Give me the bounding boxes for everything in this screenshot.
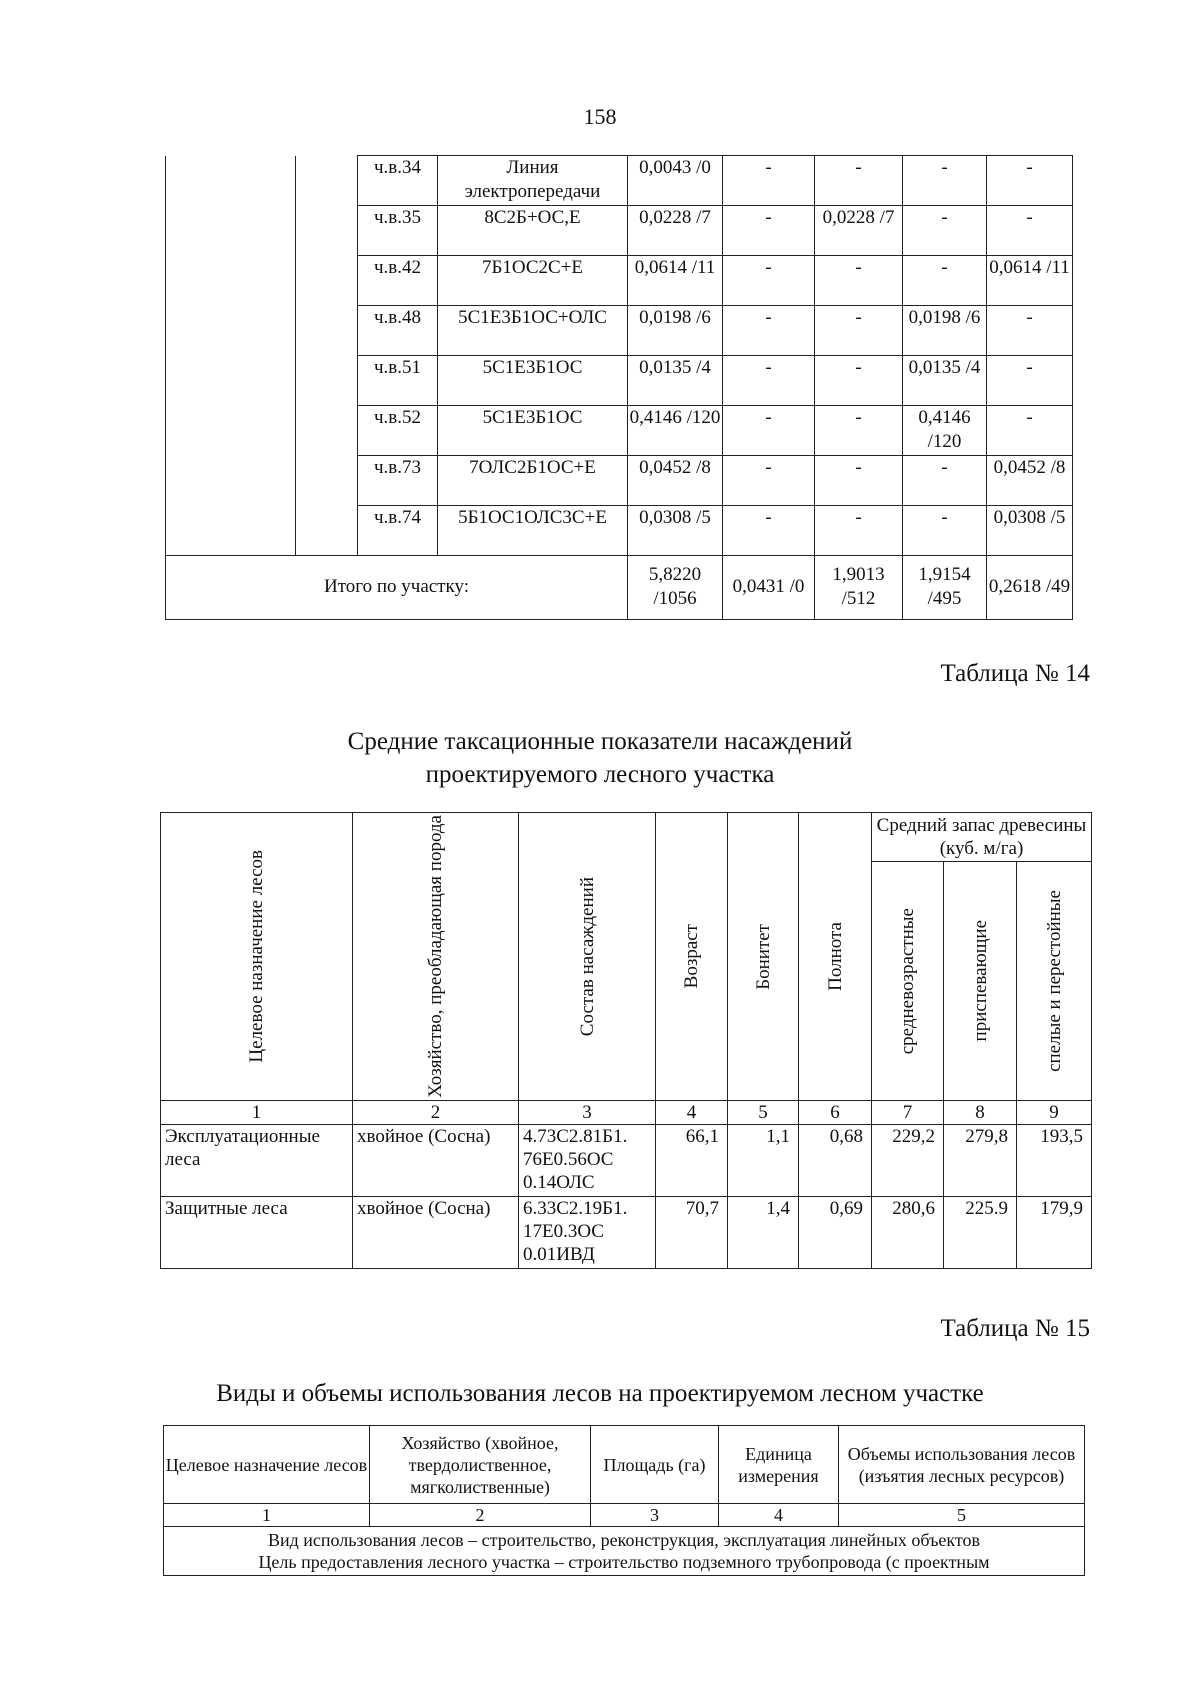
cell-stock-ripening: 279,8 <box>944 1125 1017 1197</box>
cell-stock-mid: 280,6 <box>872 1197 944 1269</box>
cell-composition: 7ОЛС2Б1ОС+Е <box>438 456 628 506</box>
cell-part: ч.в.74 <box>358 506 438 556</box>
cell-stock-mature: 193,5 <box>1017 1125 1092 1197</box>
cell-stock-ripening: 225.9 <box>944 1197 1017 1269</box>
header-economy: Хозяйство, преобладающая порода <box>353 813 519 1101</box>
table-14-label: Таблица № 14 <box>940 660 1090 687</box>
header-unit: Единица измерения <box>719 1426 839 1504</box>
blank-cell <box>296 206 358 256</box>
table-15-title: Виды и объемы использования лесов на проектируемом лесном участке <box>216 1380 984 1407</box>
cell-purpose: Эксплуатационные леса <box>161 1125 353 1197</box>
blank-cell <box>166 456 296 506</box>
header-age: Возраст <box>656 813 728 1101</box>
cell-col-3: - <box>903 456 987 506</box>
table-14-title-line-2: проектируемого лесного участка <box>425 761 775 788</box>
cell-col-1: - <box>723 156 815 206</box>
cell-part: ч.в.35 <box>358 206 438 256</box>
cell-col-1: - <box>723 356 815 406</box>
table-15 <box>163 1425 1085 1576</box>
cell-col-1: - <box>723 406 815 456</box>
cell-composition: 8С2Б+ОС,Е <box>438 206 628 256</box>
column-number: 6 <box>799 1101 872 1125</box>
cell-col-3: 0,0198 /6 <box>903 306 987 356</box>
usage-description <box>164 1527 1085 1576</box>
blank-cell <box>166 156 296 206</box>
total-label: Итого по участку: <box>166 556 628 620</box>
cell-col-1: - <box>723 306 815 356</box>
header-area: Площадь (га) <box>591 1426 719 1504</box>
cell-economy: хвойное (Сосна) <box>353 1125 519 1197</box>
table-row <box>166 156 1073 206</box>
cell-col-2: - <box>815 506 903 556</box>
header-purpose: Целевое назначение лесов <box>161 813 353 1101</box>
header-bonitet: Бонитет <box>728 813 799 1101</box>
header-stock-mature: спелые и перестойные <box>1017 862 1092 1101</box>
cell-col-4: 0,0614 /11 <box>987 256 1073 306</box>
total-c2: 1,9013 /512 <box>815 556 903 620</box>
table-14-title <box>0 725 1200 791</box>
cell-col-2: - <box>815 456 903 506</box>
cell-col-3: - <box>903 206 987 256</box>
blank-cell <box>296 406 358 456</box>
column-number: 4 <box>656 1101 728 1125</box>
table-row <box>166 506 1073 556</box>
cell-bonitet: 1,1 <box>728 1125 799 1197</box>
cell-bonitet: 1,4 <box>728 1197 799 1269</box>
cell-part: ч.в.34 <box>358 156 438 206</box>
table-row <box>161 1197 1092 1269</box>
cell-col-4: - <box>987 406 1073 456</box>
cell-economy: хвойное (Сосна) <box>353 1197 519 1269</box>
blank-cell <box>296 156 358 206</box>
cell-area: 0,0043 /0 <box>628 156 723 206</box>
cell-col-4: - <box>987 156 1073 206</box>
header-economy: Хозяйство (хвойное, твердолиственное, мягколиственные) <box>370 1426 591 1504</box>
cell-part: ч.в.52 <box>358 406 438 456</box>
cell-composition: 7Б1ОС2С+Е <box>438 256 628 306</box>
column-numbers-row <box>164 1504 1085 1527</box>
cell-col-2: - <box>815 406 903 456</box>
column-number: 9 <box>1017 1101 1092 1125</box>
cell-composition: 5Б1ОС1ОЛС3С+Е <box>438 506 628 556</box>
table-row <box>161 1125 1092 1197</box>
cell-col-2: - <box>815 306 903 356</box>
cell-composition: 4.73С2.81Б1. 76Е0.56ОС 0.14ОЛС <box>519 1125 656 1197</box>
cell-col-3: 0,0135 /4 <box>903 356 987 406</box>
header-purpose: Целевое назначение лесов <box>164 1426 370 1504</box>
column-number: 8 <box>944 1101 1017 1125</box>
table-row <box>166 206 1073 256</box>
cell-col-1: - <box>723 506 815 556</box>
goal-line: Цель предоставления лесного участка – строительство подземного трубопровода (с проектным <box>258 1552 990 1572</box>
table-14-title-line-1: Средние таксационные показатели насаждений <box>347 728 853 755</box>
cell-col-3: - <box>903 156 987 206</box>
column-number: 5 <box>728 1101 799 1125</box>
cell-part: ч.в.48 <box>358 306 438 356</box>
cell-area: 0,0614 /11 <box>628 256 723 306</box>
blank-cell <box>296 356 358 406</box>
table-row <box>166 356 1073 406</box>
total-c3: 1,9154 /495 <box>903 556 987 620</box>
cell-col-4: - <box>987 356 1073 406</box>
usage-line: Вид использования лесов – строительство, реконструкция, эксплуатация линейных объектов <box>267 1530 981 1550</box>
cell-col-3: - <box>903 506 987 556</box>
cell-composition: Линия электропередачи <box>438 156 628 206</box>
column-number: 3 <box>591 1504 719 1527</box>
cell-area: 0,4146 /120 <box>628 406 723 456</box>
blank-cell <box>296 506 358 556</box>
cell-density: 0,68 <box>799 1125 872 1197</box>
header-density: Полнота <box>799 813 872 1101</box>
column-numbers-row <box>161 1101 1092 1125</box>
column-number: 3 <box>519 1101 656 1125</box>
column-number: 2 <box>370 1504 591 1527</box>
cell-stock-mature: 179,9 <box>1017 1197 1092 1269</box>
cell-purpose: Защитные леса <box>161 1197 353 1269</box>
cell-composition: 5С1Е3Б1ОС+ОЛС <box>438 306 628 356</box>
cell-col-2: - <box>815 356 903 406</box>
header-stock-ripening: приспевающие <box>944 862 1017 1101</box>
blank-cell <box>166 506 296 556</box>
cell-col-2: - <box>815 156 903 206</box>
cell-composition: 5С1Е3Б1ОС <box>438 356 628 406</box>
blank-cell <box>166 356 296 406</box>
cell-age: 66,1 <box>656 1125 728 1197</box>
blank-cell <box>166 206 296 256</box>
cell-col-4: - <box>987 206 1073 256</box>
cell-col-1: - <box>723 456 815 506</box>
header-stock-group: Средний запас древесины (куб. м/га) <box>872 813 1092 862</box>
cell-stock-mid: 229,2 <box>872 1125 944 1197</box>
table-row <box>166 456 1073 506</box>
blank-cell <box>166 256 296 306</box>
blank-cell <box>296 256 358 306</box>
total-c4: 0,2618 /49 <box>987 556 1073 620</box>
cell-part: ч.в.42 <box>358 256 438 306</box>
cell-col-4: - <box>987 306 1073 356</box>
table-14 <box>160 812 1092 1269</box>
cell-area: 0,0228 /7 <box>628 206 723 256</box>
header-composition: Состав насаждений <box>519 813 656 1101</box>
header-stock-mid: средневозрастные <box>872 862 944 1101</box>
column-number: 2 <box>353 1101 519 1125</box>
cell-area: 0,0452 /8 <box>628 456 723 506</box>
table-15-label: Таблица № 15 <box>940 1315 1090 1342</box>
cell-composition: 5С1Е3Б1ОС <box>438 406 628 456</box>
table-13-continuation <box>165 155 1073 620</box>
cell-composition: 6.33С2.19Б1. 17Е0.3ОС 0.01ИВД <box>519 1197 656 1269</box>
column-number: 1 <box>161 1101 353 1125</box>
blank-cell <box>166 306 296 356</box>
table-row <box>166 406 1073 456</box>
page-number: 158 <box>583 104 617 129</box>
cell-part: ч.в.51 <box>358 356 438 406</box>
cell-part: ч.в.73 <box>358 456 438 506</box>
cell-col-1: - <box>723 206 815 256</box>
cell-col-4: 0,0308 /5 <box>987 506 1073 556</box>
cell-area: 0,0308 /5 <box>628 506 723 556</box>
column-number: 5 <box>839 1504 1085 1527</box>
table-row <box>166 256 1073 306</box>
total-row <box>166 556 1073 620</box>
cell-density: 0,69 <box>799 1197 872 1269</box>
blank-cell <box>296 306 358 356</box>
cell-col-3: 0,4146 /120 <box>903 406 987 456</box>
cell-col-1: - <box>723 256 815 306</box>
cell-area: 0,0135 /4 <box>628 356 723 406</box>
blank-cell <box>296 456 358 506</box>
cell-col-4: 0,0452 /8 <box>987 456 1073 506</box>
table-row <box>166 306 1073 356</box>
column-number: 1 <box>164 1504 370 1527</box>
cell-age: 70,7 <box>656 1197 728 1269</box>
column-number: 4 <box>719 1504 839 1527</box>
total-c1: 0,0431 /0 <box>723 556 815 620</box>
cell-col-2: 0,0228 /7 <box>815 206 903 256</box>
header-volume: Объемы использования лесов (изъятия лесных ресурсов) <box>839 1426 1085 1504</box>
total-area: 5,8220 /1056 <box>628 556 723 620</box>
cell-area: 0,0198 /6 <box>628 306 723 356</box>
blank-cell <box>166 406 296 456</box>
cell-col-3: - <box>903 256 987 306</box>
column-number: 7 <box>872 1101 944 1125</box>
cell-col-2: - <box>815 256 903 306</box>
